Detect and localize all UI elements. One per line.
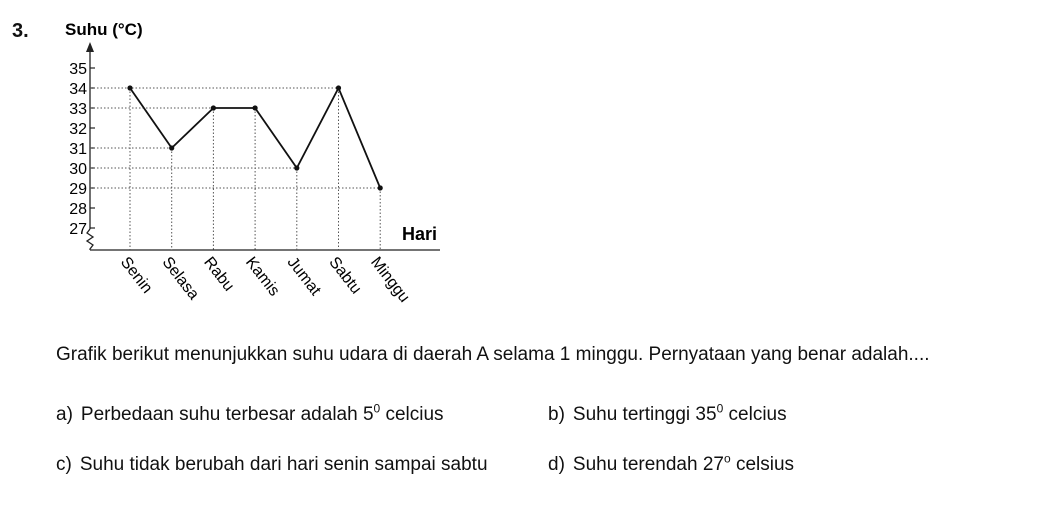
y-tick-label: 33 <box>69 101 87 118</box>
data-point <box>211 105 216 110</box>
temperature-line-chart <box>0 0 460 320</box>
option-a-label: a) <box>56 404 73 425</box>
option-a-unit: celcius <box>380 404 444 425</box>
option-d-label: d) <box>548 454 565 475</box>
option-d-degree: o <box>723 451 731 466</box>
option-a-text: Perbedaan suhu terbesar adalah 5 <box>80 404 374 425</box>
y-tick-label: 30 <box>69 161 87 178</box>
data-point <box>336 85 341 90</box>
x-tick-label: Senin <box>116 253 156 297</box>
data-point <box>169 145 174 150</box>
data-point <box>253 105 258 110</box>
y-tick-label: 28 <box>69 201 87 218</box>
y-axis-title: Suhu (°C) <box>65 20 143 39</box>
y-tick-label: 34 <box>69 81 87 98</box>
series-line <box>130 88 380 188</box>
axis-break-mark <box>87 229 93 250</box>
question-text: Grafik berikut menunjukkan suhu udara di daerah A selama 1 minggu. Pernyataan yang benar adalah.... <box>56 344 930 365</box>
option-c-text: Suhu tidak berubah dari hari senin sampai sabtu <box>79 454 488 475</box>
y-tick-label: 29 <box>69 181 87 198</box>
option-b[interactable] <box>548 401 787 426</box>
x-tick-label: Sabtu <box>325 253 365 298</box>
option-a[interactable] <box>56 401 444 426</box>
y-tick-label: 31 <box>69 141 87 158</box>
x-tick-label: Minggu <box>367 253 413 306</box>
option-c-label: c) <box>56 454 72 475</box>
x-tick-label: Selasa <box>158 253 203 304</box>
question-number: 3. <box>12 20 29 42</box>
y-axis-arrow <box>86 42 94 52</box>
x-tick-label: Kamis <box>241 253 283 300</box>
option-b-unit: celcius <box>723 404 787 425</box>
y-tick-label: 32 <box>69 121 87 138</box>
option-a-degree: 0 <box>373 401 381 416</box>
option-d[interactable] <box>548 451 795 476</box>
y-tick-label: 35 <box>69 61 87 78</box>
option-b-label: b) <box>548 404 565 425</box>
data-point <box>294 165 299 170</box>
data-point <box>378 185 383 190</box>
x-tick-label: Rabu <box>200 253 238 295</box>
option-c[interactable] <box>56 454 488 476</box>
data-point <box>127 85 132 90</box>
option-d-unit: celsius <box>730 454 795 475</box>
option-b-text: Suhu tertinggi 35 <box>572 404 717 425</box>
x-axis-title: Hari <box>402 224 438 244</box>
option-d-text: Suhu terendah 27 <box>572 454 724 475</box>
y-tick-label: 27 <box>69 221 87 238</box>
x-tick-label: Jumat <box>283 253 324 299</box>
option-b-degree: 0 <box>716 401 724 416</box>
